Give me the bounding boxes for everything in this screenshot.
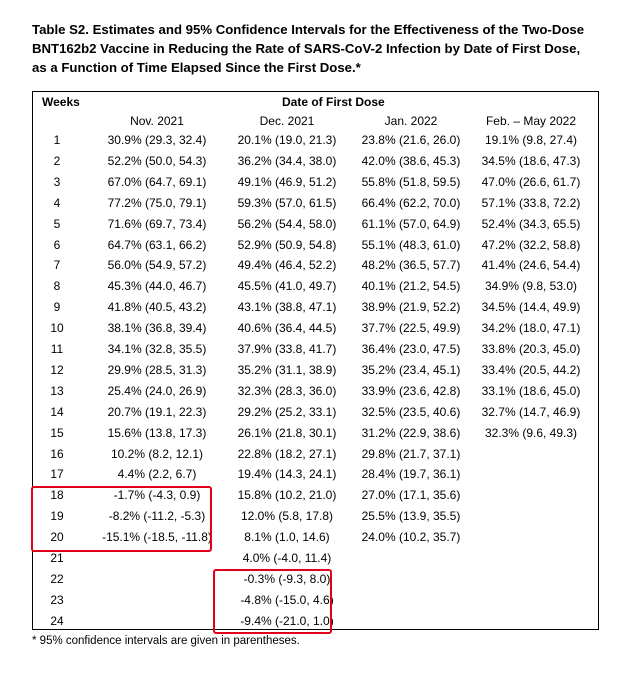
value-cell: 55.8% (51.8, 59.5) xyxy=(361,174,461,189)
value-cell: -4.8% (-15.0, 4.6) xyxy=(240,592,334,607)
value-cell: 47.0% (26.6, 61.7) xyxy=(481,174,581,189)
value-cell: 47.2% (32.2, 58.8) xyxy=(481,237,581,252)
value-cell: 64.7% (63.1, 66.2) xyxy=(107,237,207,252)
value-cell: 35.2% (31.1, 38.9) xyxy=(237,362,337,377)
week-cell: 12 xyxy=(50,362,64,377)
value-cell: 38.9% (21.9, 52.2) xyxy=(361,300,461,315)
value-cell: 49.1% (46.9, 51.2) xyxy=(237,174,337,189)
value-cell: 59.3% (57.0, 61.5) xyxy=(237,195,337,210)
value-cell: 77.2% (75.0, 79.1) xyxy=(107,195,207,210)
value-cell: 45.3% (44.0, 46.7) xyxy=(107,279,207,294)
highlight-box-nov-negative xyxy=(31,486,212,552)
value-cell: 41.8% (40.5, 43.2) xyxy=(107,300,207,315)
value-cell: 42.0% (38.6, 45.3) xyxy=(361,153,461,168)
value-cell: 41.4% (24.6, 54.4) xyxy=(481,258,581,273)
week-cell: 5 xyxy=(53,216,61,231)
value-cell: 24.0% (10.2, 35.7) xyxy=(361,530,461,545)
week-cell: 21 xyxy=(50,551,64,565)
value-cell: 36.4% (23.0, 47.5) xyxy=(361,342,461,356)
value-cell: 32.5% (23.5, 40.6) xyxy=(361,404,461,419)
value-cell: 66.4% (62.2, 70.0) xyxy=(361,195,461,210)
value-cell: 45.5% (41.0, 49.7) xyxy=(237,279,337,294)
value-cell: 37.7% (22.5, 49.9) xyxy=(361,321,461,336)
value-cell: 26.1% (21.8, 30.1) xyxy=(237,425,337,440)
week-cell: 24 xyxy=(50,613,64,628)
week-cell: 3 xyxy=(53,174,61,189)
week-cell: 17 xyxy=(50,467,64,482)
value-cell: 67.0% (64.7, 69.1) xyxy=(107,174,207,189)
effectiveness-table xyxy=(32,91,599,630)
value-cell: 33.1% (18.6, 45.0) xyxy=(481,383,581,398)
value-cell: 31.2% (22.9, 38.6) xyxy=(361,425,461,440)
value-cell: 52.9% (50.9, 54.8) xyxy=(237,237,337,252)
value-cell: 10.2% (8.2, 12.1) xyxy=(110,446,204,461)
week-cell: 15 xyxy=(50,425,64,440)
column-header-dec-2021: Dec. 2021 xyxy=(259,114,315,128)
value-cell: 23.8% (21.6, 26.0) xyxy=(361,133,461,147)
highlight-box-dec-negative xyxy=(213,569,332,634)
week-cell: 4 xyxy=(53,195,61,210)
value-cell: 27.0% (17.1, 35.6) xyxy=(361,488,461,503)
week-cell: 14 xyxy=(50,404,64,419)
value-cell: 33.9% (23.6, 42.8) xyxy=(361,383,461,398)
value-cell: 34.1% (32.8, 35.5) xyxy=(107,342,207,356)
value-cell: 8.1% (1.0, 14.6) xyxy=(244,530,330,545)
week-cell: 1 xyxy=(53,133,61,147)
value-cell: 61.1% (57.0, 64.9) xyxy=(361,216,461,231)
value-cell: 20.1% (19.0, 21.3) xyxy=(237,133,337,147)
week-cell: 9 xyxy=(53,300,61,315)
value-cell: -9.4% (-21.0, 1.0) xyxy=(240,613,334,628)
week-cell: 13 xyxy=(50,383,64,398)
value-cell: 15.6% (13.8, 17.3) xyxy=(107,425,207,440)
value-cell: 33.4% (20.5, 44.2) xyxy=(481,362,581,377)
column-header-jan-2022: Jan. 2022 xyxy=(384,114,438,128)
value-cell: 29.9% (28.5, 31.3) xyxy=(107,362,207,377)
value-cell: 19.4% (14.3, 24.1) xyxy=(237,467,337,482)
week-cell: 16 xyxy=(50,446,64,461)
value-cell: 32.3% (28.3, 36.0) xyxy=(237,383,337,398)
value-cell: 25.4% (24.0, 26.9) xyxy=(107,383,207,398)
value-cell: 30.9% (29.3, 32.4) xyxy=(107,133,207,147)
table-title: Table S2. Estimates and 95% Confidence Intervals for the Effectiveness of the Two-Dose BNT162b2 Vaccine in Reducing the Rate of SARS-CoV-2 Infection by Date of First Dose, as a Function of Time Elapsed Since the First Dose.* xyxy=(32,22,585,75)
value-cell: 48.2% (36.5, 57.7) xyxy=(361,258,461,273)
value-cell: 57.1% (33.8, 72.2) xyxy=(481,195,581,210)
value-cell: 34.5% (18.6, 47.3) xyxy=(481,153,581,168)
value-cell: 52.4% (34.3, 65.5) xyxy=(481,216,581,231)
week-cell: 10 xyxy=(50,321,64,336)
date-of-first-dose-header: Date of First Dose xyxy=(282,95,385,109)
value-cell: -0.3% (-9.3, 8.0) xyxy=(243,571,331,586)
column-header-nov-2021: Nov. 2021 xyxy=(130,114,184,128)
week-cell: 8 xyxy=(53,279,61,294)
value-cell: 20.7% (19.1, 22.3) xyxy=(107,404,207,419)
value-cell: 19.1% (9.8, 27.4) xyxy=(484,133,578,147)
value-cell: 32.3% (9.6, 49.3) xyxy=(484,425,578,440)
week-cell: 6 xyxy=(53,237,61,252)
value-cell: 40.6% (36.4, 44.5) xyxy=(237,321,337,336)
value-cell: 43.1% (38.8, 47.1) xyxy=(237,300,337,315)
value-cell: 15.8% (10.2, 21.0) xyxy=(237,488,337,503)
value-cell: 55.1% (48.3, 61.0) xyxy=(361,237,461,252)
week-cell: 7 xyxy=(53,258,61,273)
week-cell: 2 xyxy=(53,153,61,168)
week-cell: 20 xyxy=(50,530,64,545)
value-cell: 71.6% (69.7, 73.4) xyxy=(107,216,207,231)
value-cell: 35.2% (23.4, 45.1) xyxy=(361,362,461,377)
value-cell: 56.2% (54.4, 58.0) xyxy=(237,216,337,231)
value-cell: 25.5% (13.9, 35.5) xyxy=(361,509,461,524)
week-cell: 18 xyxy=(50,488,64,503)
value-cell: 37.9% (33.8, 41.7) xyxy=(237,342,337,356)
value-cell: 4.0% (-4.0, 11.4) xyxy=(242,551,332,565)
value-cell: 4.4% (2.2, 6.7) xyxy=(117,467,197,482)
value-cell: 34.9% (9.8, 53.0) xyxy=(484,279,578,294)
value-cell: 36.2% (34.4, 38.0) xyxy=(237,153,337,168)
value-cell: 33.8% (20.3, 45.0) xyxy=(481,342,581,356)
value-cell: 29.8% (21.7, 37.1) xyxy=(361,446,461,461)
week-cell: 11 xyxy=(50,342,64,356)
value-cell: 49.4% (46.4, 52.2) xyxy=(237,258,337,273)
value-cell: 40.1% (21.2, 54.5) xyxy=(361,279,461,294)
value-cell: -8.2% (-11.2, -5.3) xyxy=(108,509,206,524)
value-cell: -15.1% (-18.5, -11.8) xyxy=(102,530,212,545)
value-cell: 22.8% (18.2, 27.1) xyxy=(237,446,337,461)
value-cell: 28.4% (19.7, 36.1) xyxy=(361,467,461,482)
footnote: * 95% confidence intervals are given in parentheses. xyxy=(32,635,300,647)
value-cell: 34.2% (18.0, 47.1) xyxy=(481,321,581,336)
value-cell: 34.5% (14.4, 49.9) xyxy=(481,300,581,315)
value-cell: -1.7% (-4.3, 0.9) xyxy=(113,488,201,503)
value-cell: 32.7% (14.7, 46.9) xyxy=(481,404,581,419)
value-cell: 38.1% (36.8, 39.4) xyxy=(107,321,207,336)
value-cell: 56.0% (54.9, 57.2) xyxy=(107,258,207,273)
value-cell: 29.2% (25.2, 33.1) xyxy=(237,404,337,419)
value-cell: 12.0% (5.8, 17.8) xyxy=(240,509,334,524)
week-cell: 19 xyxy=(50,509,64,524)
week-cell: 22 xyxy=(50,571,64,586)
weeks-header: Weeks xyxy=(42,95,80,109)
week-cell: 23 xyxy=(50,592,64,607)
value-cell: 52.2% (50.0, 54.3) xyxy=(107,153,207,168)
column-header-feb-may-2022: Feb. – May 2022 xyxy=(485,114,577,128)
